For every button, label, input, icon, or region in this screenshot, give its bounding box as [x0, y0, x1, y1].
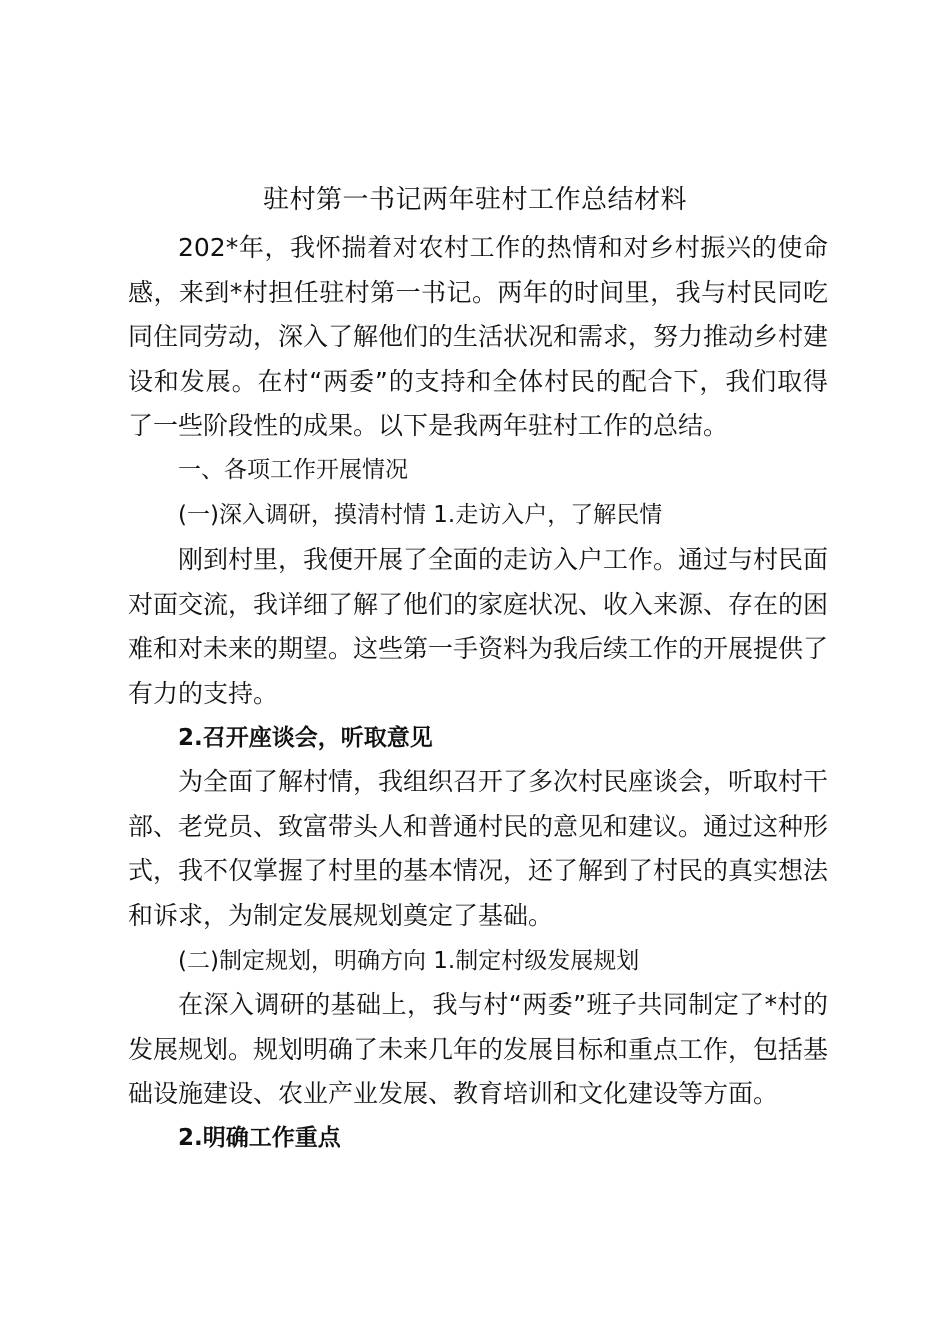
paragraph-visits: 刚到村里，我便开展了全面的走访入户工作。通过与村民面对面交流，我详细了解了他们的家庭状况、收入来源、存在的困难和对未来的期望。这些第一手资料为我后续工作的开展提供了有力的支持。 — [128, 545, 829, 708]
document-title: 驻村第一书记两年驻村工作总结材料 — [262, 185, 687, 215]
item-heading-priorities: 2.明确工作重点 — [178, 1125, 341, 1151]
subsection-heading-1: (一)深入调研，摸清村情 1.走访入户，了解民情 — [178, 502, 663, 528]
paragraph-symposium: 为全面了解村情，我组织召开了多次村民座谈会，听取村干部、老党员、致富带头人和普通村民的意见和建议。通过这种形式，我不仅掌握了村里的基本情况，还了解到了村民的真实想法和诉求，为制定发展规划奠定了基础。 — [128, 767, 829, 930]
paragraph-planning: 在深入调研的基础上，我与村“两委”班子共同制定了*村的发展规划。规划明确了未来几年的发展目标和重点工作，包括基础设施建设、农业产业发展、教育培训和文化建设等方面。 — [128, 990, 829, 1108]
subsection-heading-2: (二)制定规划，明确方向 1.制定村级发展规划 — [178, 948, 640, 974]
item-heading-symposium: 2.召开座谈会，听取意见 — [178, 725, 433, 751]
intro-paragraph: 202*年，我怀揣着对农村工作的热情和对乡村振兴的使命感，来到*村担任驻村第一书记。两年的时间里，我与村民同吃同住同劳动，深入了解他们的生活状况和需求，努力推动乡村建设和发展。在村“两委”的支持和全体村民的配合下，我们取得了一些阶段性的成果。以下是我两年驻村工作的总结。 — [128, 233, 829, 440]
section-heading-1: 一、各项工作开展情况 — [178, 457, 408, 483]
